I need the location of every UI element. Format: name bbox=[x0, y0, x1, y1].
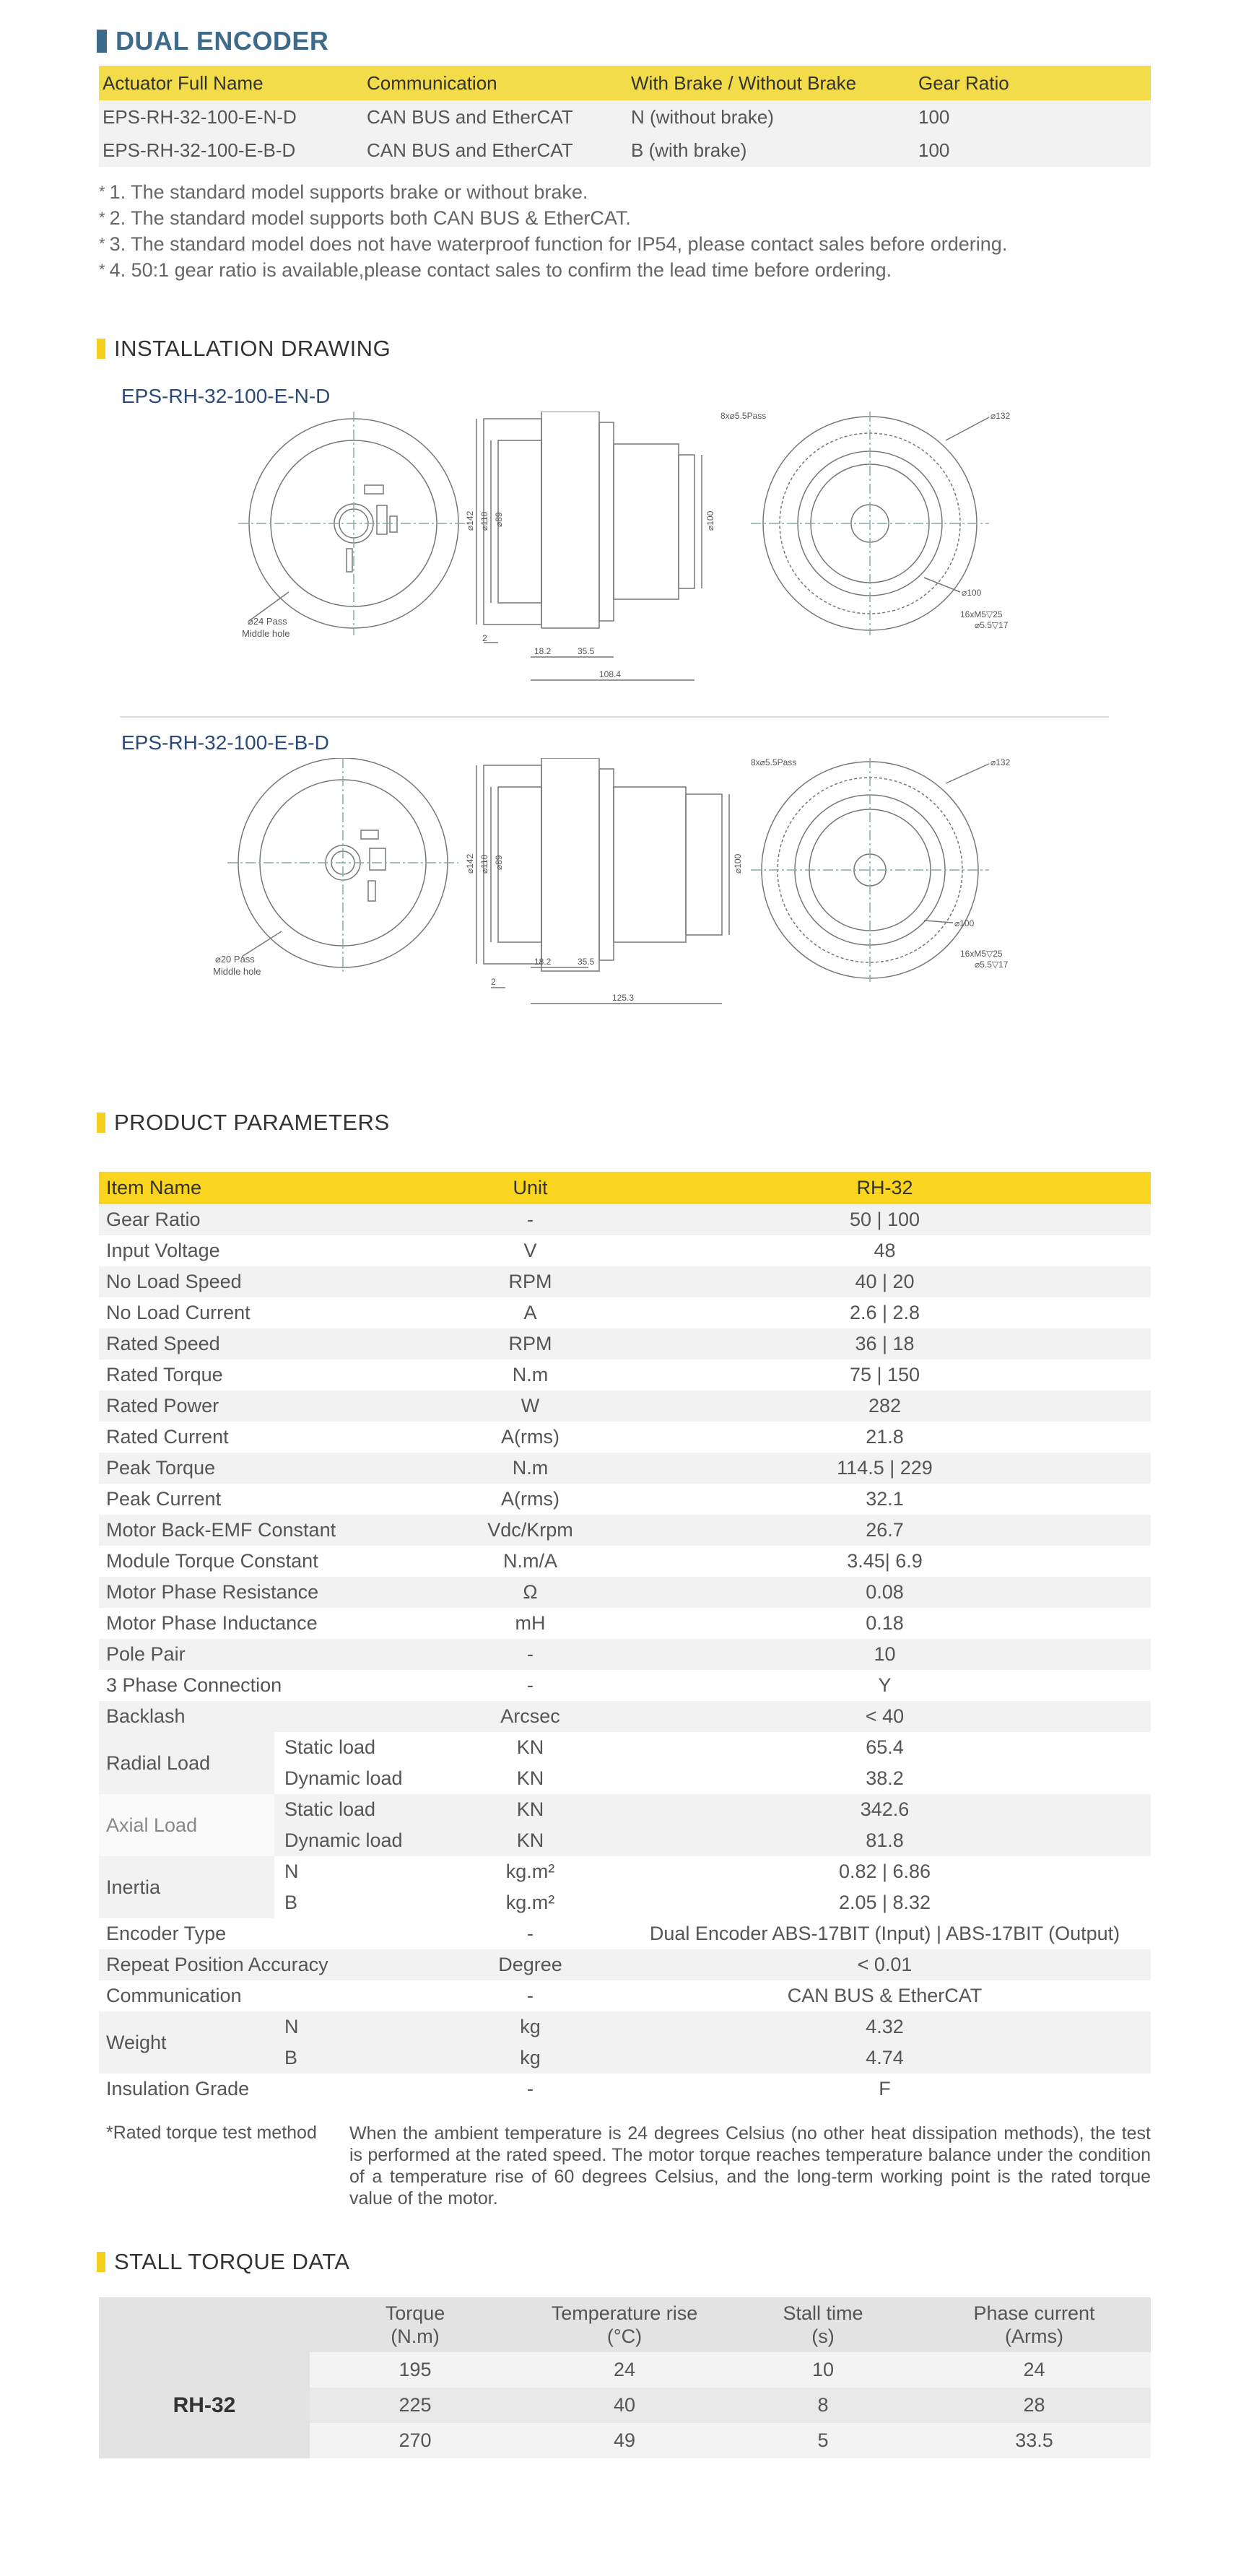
table-row bbox=[99, 1639, 1151, 1670]
table-row bbox=[99, 100, 1151, 134]
cell: Weight bbox=[99, 2011, 274, 2074]
col-gear-ratio: Gear Ratio bbox=[915, 66, 1151, 100]
side-body bbox=[484, 419, 541, 625]
cell: Axial Load bbox=[99, 1794, 274, 1856]
header-blank bbox=[99, 2297, 310, 2352]
dim-text: 125.3 bbox=[612, 993, 635, 1003]
note-item bbox=[99, 257, 1007, 283]
col-stall-time bbox=[728, 2297, 918, 2352]
cell: RPM bbox=[442, 1328, 619, 1359]
installation-title bbox=[97, 336, 391, 362]
cell: RPM bbox=[442, 1266, 619, 1297]
cell: Rated Current bbox=[99, 1422, 442, 1453]
cell: 49 bbox=[521, 2423, 728, 2458]
cell: 4.74 bbox=[619, 2042, 1151, 2074]
table-row bbox=[99, 1204, 1151, 1235]
cell: Radial Load bbox=[99, 1732, 274, 1794]
cell: - bbox=[442, 2074, 619, 2105]
dim-text: 2 bbox=[491, 977, 496, 987]
table-row bbox=[99, 1608, 1151, 1639]
table-row bbox=[99, 1422, 1151, 1453]
note-text: 4. 50:1 gear ratio is available,please contact sales to confirm the lead time before ordering. bbox=[109, 259, 892, 281]
dim-text: ⌀100 bbox=[705, 510, 715, 531]
cell: CAN BUS & EtherCAT bbox=[619, 1980, 1151, 2011]
cell: - bbox=[442, 1918, 619, 1949]
section-marker bbox=[97, 339, 105, 359]
side-fins bbox=[614, 444, 679, 599]
cell: 282 bbox=[619, 1391, 1151, 1422]
cell: kg.m² bbox=[442, 1887, 619, 1918]
dim-text: 35.5 bbox=[578, 646, 595, 656]
dim-text: ⌀5.5▽17 bbox=[975, 620, 1009, 630]
leader-line bbox=[946, 764, 989, 783]
cell: 100 bbox=[915, 134, 1151, 167]
dual-encoder-notes bbox=[99, 179, 1007, 283]
table-row bbox=[99, 1235, 1151, 1266]
side-ring bbox=[599, 422, 614, 621]
col-communication: Communication bbox=[363, 66, 627, 100]
table-row bbox=[99, 1980, 1151, 2011]
drawing-label-n: EPS-RH-32-100-E-N-D bbox=[121, 385, 331, 407]
leader-line bbox=[924, 578, 960, 592]
cell: 4.32 bbox=[619, 2011, 1151, 2042]
cell: N bbox=[274, 1856, 442, 1887]
section-marker bbox=[97, 1113, 105, 1133]
connector bbox=[370, 848, 386, 870]
dim-text: ⌀142 bbox=[465, 510, 475, 531]
col-model: RH-32 bbox=[619, 1172, 1151, 1204]
col-unit: Unit bbox=[442, 1172, 619, 1204]
cell: 2.6 | 2.8 bbox=[619, 1297, 1151, 1328]
dim-text: 2 bbox=[482, 633, 487, 643]
cell: CAN BUS and EtherCAT bbox=[363, 100, 627, 134]
cell: 3 Phase Connection bbox=[99, 1670, 442, 1701]
dim-text: Middle hole bbox=[213, 966, 261, 977]
dim-text: ⌀24 Pass bbox=[248, 616, 287, 627]
cell: 75 | 150 bbox=[619, 1359, 1151, 1391]
dim-text: ⌀110 bbox=[479, 854, 489, 874]
side-body bbox=[498, 440, 541, 603]
cell: Inertia bbox=[99, 1856, 274, 1918]
cell: No Load Current bbox=[99, 1297, 442, 1328]
cell: 24 bbox=[918, 2352, 1151, 2388]
cell: CAN BUS and EtherCAT bbox=[363, 134, 627, 167]
dim-text: ⌀20 Pass bbox=[215, 954, 255, 965]
cell: kg.m² bbox=[442, 1856, 619, 1887]
leader-line bbox=[924, 921, 953, 923]
cell: 3.45| 6.9 bbox=[619, 1546, 1151, 1577]
cell: Backlash bbox=[99, 1701, 442, 1732]
cell: 100 bbox=[915, 100, 1151, 134]
cell: Repeat Position Accuracy bbox=[99, 1949, 442, 1980]
connector bbox=[390, 516, 397, 532]
header-unit: (°C) bbox=[606, 2325, 643, 2347]
table-row bbox=[99, 1359, 1151, 1391]
dim-text: ⌀100 bbox=[954, 918, 975, 928]
cell: 40 bbox=[521, 2388, 728, 2423]
cell: 32.1 bbox=[619, 1484, 1151, 1515]
cell: 270 bbox=[310, 2423, 521, 2458]
header-text: Phase current bbox=[973, 2302, 1095, 2324]
dim-text: ⌀142 bbox=[465, 853, 475, 874]
dim-text: ⌀89 bbox=[494, 855, 504, 870]
cell: B bbox=[274, 1887, 442, 1918]
cell: Y bbox=[619, 1670, 1151, 1701]
cell: 33.5 bbox=[918, 2423, 1151, 2458]
cell: Rated Speed bbox=[99, 1328, 442, 1359]
note-text: 1. The standard model supports brake or without brake. bbox=[109, 181, 588, 203]
note-text: 3. The standard model does not have waterproof function for IP54, please contact sales before ordering. bbox=[109, 233, 1008, 255]
table-row bbox=[99, 1701, 1151, 1732]
cell: Encoder Type bbox=[99, 1918, 442, 1949]
leader-line bbox=[946, 417, 989, 440]
cell: Arcsec bbox=[442, 1701, 619, 1732]
side-end bbox=[679, 455, 695, 588]
cell: W bbox=[442, 1391, 619, 1422]
cell: Rated Torque bbox=[99, 1359, 442, 1391]
cell: < 0.01 bbox=[619, 1949, 1151, 1980]
cell: - bbox=[442, 1980, 619, 2011]
cell: KN bbox=[442, 1825, 619, 1856]
cell: A(rms) bbox=[442, 1422, 619, 1453]
dim-text: ⌀89 bbox=[494, 512, 504, 527]
cell: 195 bbox=[310, 2352, 521, 2388]
cell: 36 | 18 bbox=[619, 1328, 1151, 1359]
cell: Gear Ratio bbox=[99, 1204, 442, 1235]
cell: A bbox=[442, 1297, 619, 1328]
col-brake: With Brake / Without Brake bbox=[627, 66, 915, 100]
table-row bbox=[99, 1949, 1151, 1980]
cell: - bbox=[442, 1670, 619, 1701]
note-marker: * bbox=[99, 261, 105, 279]
cell: Communication bbox=[99, 1980, 442, 2011]
side-flange bbox=[541, 412, 599, 628]
stall-title bbox=[97, 2249, 350, 2275]
col-temp-rise bbox=[521, 2297, 728, 2352]
side-flange bbox=[541, 758, 599, 971]
header-unit: (s) bbox=[811, 2325, 835, 2347]
installation-drawing-b bbox=[116, 758, 1112, 1047]
note-marker: * bbox=[99, 235, 105, 253]
dim-text: 18.2 bbox=[534, 646, 552, 656]
dim-text: 16xM5▽25 bbox=[960, 949, 1003, 959]
dim-text: ⌀5.5▽17 bbox=[975, 960, 1009, 970]
note-item bbox=[99, 205, 1007, 231]
header-text: Torque bbox=[385, 2302, 445, 2324]
cell: Motor Phase Inductance bbox=[99, 1608, 442, 1639]
installation-drawing-n bbox=[116, 412, 1112, 700]
cell: 10 bbox=[619, 1639, 1151, 1670]
note-marker: * bbox=[99, 209, 105, 227]
cell: 8 bbox=[728, 2388, 918, 2423]
cell: 81.8 bbox=[619, 1825, 1151, 1856]
table-row bbox=[99, 1670, 1151, 1701]
table-row bbox=[99, 1856, 1151, 1887]
cell: Static load bbox=[274, 1794, 442, 1825]
cell: 2.05 | 8.32 bbox=[619, 1887, 1151, 1918]
cell: 38.2 bbox=[619, 1763, 1151, 1794]
cell: V bbox=[442, 1235, 619, 1266]
table-row bbox=[99, 1297, 1151, 1328]
cell: 65.4 bbox=[619, 1732, 1151, 1763]
section-title-text: PRODUCT PARAMETERS bbox=[114, 1110, 390, 1135]
col-actuator-name: Actuator Full Name bbox=[99, 66, 363, 100]
connector bbox=[365, 485, 383, 494]
cell: KN bbox=[442, 1794, 619, 1825]
cell: 48 bbox=[619, 1235, 1151, 1266]
connector bbox=[347, 549, 352, 572]
table-row bbox=[99, 2011, 1151, 2042]
col-phase-current bbox=[918, 2297, 1151, 2352]
cell: 0.08 bbox=[619, 1577, 1151, 1608]
footnote-label: *Rated torque test method bbox=[106, 2123, 317, 2143]
cell: Rated Power bbox=[99, 1391, 442, 1422]
cell: 10 bbox=[728, 2352, 918, 2388]
note-text: 2. The standard model supports both CAN BUS & EtherCAT. bbox=[109, 207, 631, 229]
cell: N.m bbox=[442, 1359, 619, 1391]
table-header-row bbox=[99, 2297, 1151, 2352]
cell: EPS-RH-32-100-E-N-D bbox=[99, 100, 363, 134]
cell: N.m/A bbox=[442, 1546, 619, 1577]
table-row bbox=[99, 1794, 1151, 1825]
cell: Dual Encoder ABS-17BIT (Input) | ABS-17BIT (Output) bbox=[619, 1918, 1151, 1949]
table-row bbox=[99, 1918, 1151, 1949]
table-row bbox=[99, 1484, 1151, 1515]
side-ring bbox=[599, 769, 614, 960]
cell: Motor Back-EMF Constant bbox=[99, 1515, 442, 1546]
dual-encoder-table bbox=[99, 66, 1151, 167]
cell: - bbox=[442, 1639, 619, 1670]
cell: Peak Torque bbox=[99, 1453, 442, 1484]
table-row bbox=[99, 1391, 1151, 1422]
model-cell: RH-32 bbox=[99, 2352, 310, 2458]
note-item bbox=[99, 179, 1007, 205]
section-title-text: DUAL ENCODER bbox=[116, 26, 329, 56]
cell: Dynamic load bbox=[274, 1825, 442, 1856]
table-row bbox=[99, 2074, 1151, 2105]
cell: EPS-RH-32-100-E-B-D bbox=[99, 134, 363, 167]
note-item bbox=[99, 231, 1007, 257]
connector bbox=[377, 505, 387, 534]
table-row bbox=[99, 1732, 1151, 1763]
cell: Degree bbox=[442, 1949, 619, 1980]
dim-text: ⌀132 bbox=[990, 758, 1011, 767]
cell: 342.6 bbox=[619, 1794, 1151, 1825]
section-title-text: INSTALLATION DRAWING bbox=[114, 336, 391, 361]
cell: 28 bbox=[918, 2388, 1151, 2423]
cell: 0.18 bbox=[619, 1608, 1151, 1639]
cell: Module Torque Constant bbox=[99, 1546, 442, 1577]
col-item-name: Item Name bbox=[99, 1172, 442, 1204]
cell: kg bbox=[442, 2011, 619, 2042]
cell: KN bbox=[442, 1732, 619, 1763]
side-body bbox=[498, 787, 541, 942]
table-row bbox=[99, 134, 1151, 167]
cell: B bbox=[274, 2042, 442, 2074]
dual-encoder-title bbox=[97, 26, 328, 56]
table-row bbox=[99, 2352, 1151, 2388]
cell: Pole Pair bbox=[99, 1639, 442, 1670]
table-header-row bbox=[99, 66, 1151, 100]
cell: mH bbox=[442, 1608, 619, 1639]
cell: Static load bbox=[274, 1732, 442, 1763]
dim-text: ⌀100 bbox=[962, 588, 982, 598]
note-marker: * bbox=[99, 183, 105, 201]
params-title bbox=[97, 1110, 390, 1136]
side-fins bbox=[614, 787, 686, 942]
section-title-text: STALL TORQUE DATA bbox=[114, 2249, 350, 2274]
cell: A(rms) bbox=[442, 1484, 619, 1515]
section-marker bbox=[97, 2252, 105, 2272]
dim-text: 8x⌀5.5Pass bbox=[720, 412, 767, 421]
header-text: Stall time bbox=[783, 2302, 863, 2324]
cell: KN bbox=[442, 1763, 619, 1794]
cell: Insulation Grade bbox=[99, 2074, 442, 2105]
table-row bbox=[99, 1266, 1151, 1297]
table-row bbox=[99, 1453, 1151, 1484]
stall-table bbox=[99, 2297, 1151, 2458]
cell: No Load Speed bbox=[99, 1266, 442, 1297]
cell: 40 | 20 bbox=[619, 1266, 1151, 1297]
cell: N bbox=[274, 2011, 442, 2042]
side-body bbox=[484, 765, 541, 964]
table-row bbox=[99, 1328, 1151, 1359]
params-table bbox=[99, 1172, 1151, 2105]
table-row bbox=[99, 1515, 1151, 1546]
col-torque bbox=[310, 2297, 521, 2352]
connector bbox=[361, 830, 378, 839]
cell: 24 bbox=[521, 2352, 728, 2388]
drawing-label-b: EPS-RH-32-100-E-B-D bbox=[121, 731, 329, 754]
header-text: Temperature rise bbox=[551, 2302, 698, 2324]
table-header-row bbox=[99, 1172, 1151, 1204]
cell: N.m bbox=[442, 1453, 619, 1484]
cell: kg bbox=[442, 2042, 619, 2074]
cell: - bbox=[442, 1204, 619, 1235]
cell: Ω bbox=[442, 1577, 619, 1608]
table-row bbox=[99, 1546, 1151, 1577]
cell: 50 | 100 bbox=[619, 1204, 1151, 1235]
cell: Dynamic load bbox=[274, 1763, 442, 1794]
cell: F bbox=[619, 2074, 1151, 2105]
cell: Input Voltage bbox=[99, 1235, 442, 1266]
dim-text: 18.2 bbox=[534, 957, 552, 967]
connector bbox=[368, 881, 375, 901]
cell: 225 bbox=[310, 2388, 521, 2423]
cell: 0.82 | 6.86 bbox=[619, 1856, 1151, 1887]
section-marker bbox=[97, 30, 107, 53]
drawing-divider bbox=[120, 716, 1109, 718]
dim-text: 8x⌀5.5Pass bbox=[751, 758, 797, 767]
dim-text: 108.4 bbox=[599, 669, 622, 679]
cell: Motor Phase Resistance bbox=[99, 1577, 442, 1608]
cell: 26.7 bbox=[619, 1515, 1151, 1546]
header-unit: (Arms) bbox=[1005, 2325, 1063, 2347]
dim-text: ⌀110 bbox=[479, 511, 489, 531]
cell: < 40 bbox=[619, 1701, 1151, 1732]
leader-line bbox=[242, 931, 282, 957]
cell: Peak Current bbox=[99, 1484, 442, 1515]
dim-text: ⌀132 bbox=[990, 412, 1011, 421]
dim-text: 35.5 bbox=[578, 957, 595, 967]
cell: B (with brake) bbox=[627, 134, 915, 167]
cell: N (without brake) bbox=[627, 100, 915, 134]
cell: Vdc/Krpm bbox=[442, 1515, 619, 1546]
cell: 114.5 | 229 bbox=[619, 1453, 1151, 1484]
dim-text: Middle hole bbox=[242, 628, 290, 639]
cell: 21.8 bbox=[619, 1422, 1151, 1453]
header-unit: (N.m) bbox=[391, 2325, 440, 2347]
side-brake bbox=[686, 794, 722, 935]
cell: 5 bbox=[728, 2423, 918, 2458]
footnote-text: When the ambient temperature is 24 degrees Celsius (no other heat dissipation methods), the test is performed at the rated speed. The motor torque reaches temperature balance under the condition of a temperature rise of 60 degrees Celsius, and the long-term working point is the rated torque value of the motor. bbox=[349, 2123, 1151, 2209]
dim-text: 16xM5▽25 bbox=[960, 609, 1003, 619]
dim-text: ⌀100 bbox=[733, 853, 743, 874]
table-row bbox=[99, 1577, 1151, 1608]
